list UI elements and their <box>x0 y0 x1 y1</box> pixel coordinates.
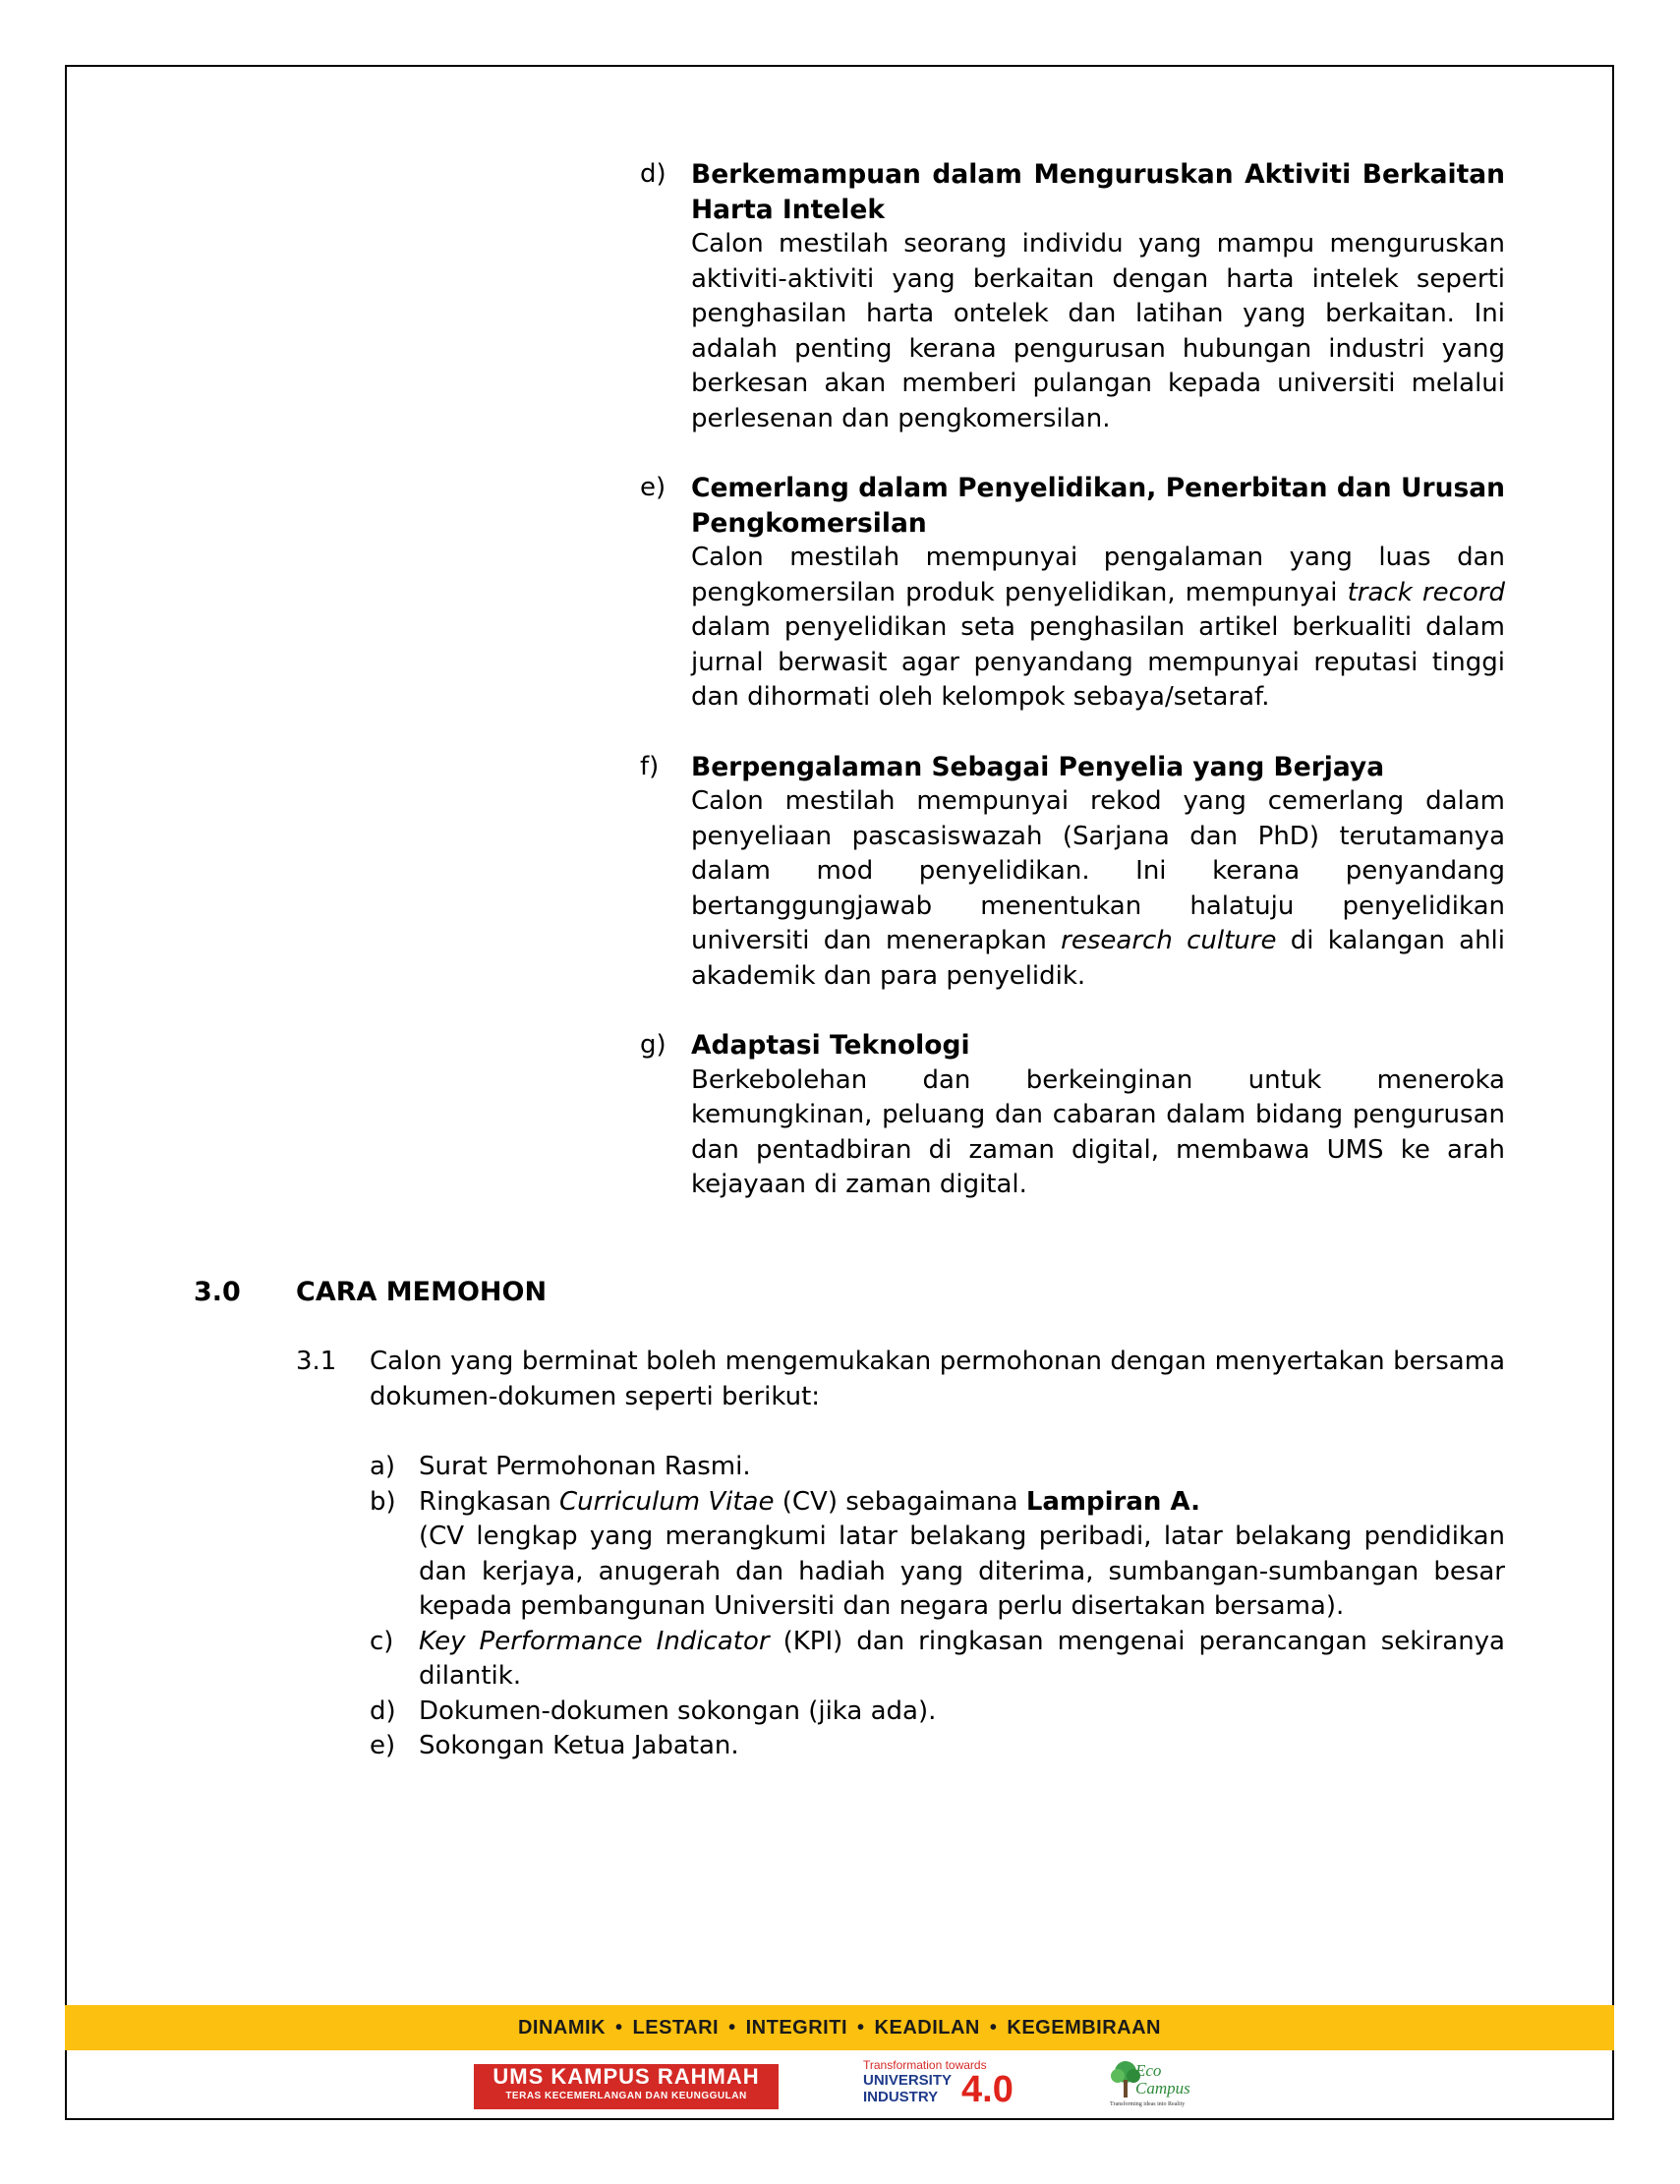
criterion-body <box>691 1063 1505 1203</box>
criterion-title: Adaptasi Teknologi <box>691 1030 970 1061</box>
footer-separator: • <box>857 2016 865 2039</box>
criterion-text-run: Calon mestilah mempunyai rekod yang cemerlang dalam penyeliaan pascasiswazah (Sarjana dan PhD) terutamanya dalam mod penyelidikan. Ini kerana penyandang bertanggungjawab menentukan halatuju penyelidikan universiti dan menerapkan <box>691 786 1505 955</box>
section-title: CARA MEMOHON <box>296 1277 548 1307</box>
footer-value: INTEGRITI <box>745 2016 848 2039</box>
criterion-body <box>691 227 1505 436</box>
criterion-letter: f) <box>640 751 660 781</box>
u40-version: 4.0 <box>961 2069 1014 2110</box>
u40-line2: UNIVERSITY <box>863 2072 953 2089</box>
section-number: 3.0 <box>194 1277 241 1307</box>
criterion-text-run: di kalangan ahli akademik dan para penyelidik. <box>691 926 1505 991</box>
footer-value: KEADILAN <box>874 2016 980 2039</box>
criterion-title: Cemerlang dalam Penyelidikan, Penerbitan dan Urusan Pengkomersilan <box>691 473 1505 539</box>
ums-logo-title: UMS KAMPUS RAHMAH <box>492 2064 760 2089</box>
document-text-run: (KPI) dan ringkasan mengenai perancangan sekiranya dilantik. <box>419 1626 1505 1691</box>
footer-separator: • <box>728 2016 736 2039</box>
document-text-run: (CV) sebagaimana <box>774 1486 1026 1517</box>
criterion-text-run: dalam penyelidikan seta penghasilan artikel berkualiti dalam jurnal berwasit agar penyandang mempunyai reputasi tinggi dan dihormati oleh kelompok sebaya/setaraf. <box>691 612 1505 712</box>
document-list <box>370 1450 1505 1764</box>
document-item <box>370 1450 1505 1485</box>
document-letter: a) <box>370 1452 396 1481</box>
document-letter: c) <box>370 1626 394 1656</box>
document-text-run: Key Performance Indicator <box>419 1626 770 1656</box>
subsection-number: 3.1 <box>296 1347 337 1376</box>
criteria-list <box>640 157 1505 1237</box>
criterion-letter: e) <box>640 473 666 502</box>
criterion-title: Berkemampuan dalam Menguruskan Aktiviti Berkaitan Harta Intelek <box>691 159 1505 225</box>
eco-campus-logo <box>1106 2058 1214 2113</box>
criterion-item <box>640 750 1505 995</box>
u40-line3: INDUSTRY <box>863 2089 939 2105</box>
document-item <box>370 1695 1505 1730</box>
footer-separator: • <box>989 2016 998 2039</box>
criterion-item <box>640 471 1505 716</box>
criterion-item <box>640 1028 1505 1203</box>
document-text-run: Dokumen-dokumen sokongan (jika ada). <box>419 1695 937 1726</box>
subsection <box>296 1345 1505 1414</box>
eco-campus-tagline: Transforming ideas into Reality <box>1110 2101 1186 2107</box>
criterion-text-run: Calon mestilah seorang individu yang mampu menguruskan aktiviti-aktiviti yang berkaitan dengan harta intelek seperti penghasilan harta ontelek dan latihan yang berkaitan. Ini adalah penting kerana pengurusan hubungan industri yang berkesan akan memberi pulangan kepada universiti melalui perlesenan dan pengkomersilan. <box>691 229 1505 433</box>
footer-value: KEGEMBIRAAN <box>1007 2016 1162 2039</box>
document-text-run: Lampiran A. <box>1025 1486 1200 1517</box>
criterion-text-run: Berkebolehan dan berkeinginan untuk meneroka kemungkinan, peluang dan cabaran dalam bidang pengurusan dan pentadbiran di zaman digital, membawa UMS ke arah kejayaan di zaman digital. <box>691 1064 1505 1199</box>
footer-values-band <box>65 2005 1614 2050</box>
document-text-run: Curriculum Vitae <box>559 1486 775 1517</box>
ums-logo-subtitle: TERAS KECEMERLANGAN DAN KEUNGGULAN <box>505 2091 747 2101</box>
document-text-run: Surat Permohonan Rasmi. <box>419 1452 751 1481</box>
criterion-body <box>691 784 1505 994</box>
eco-campus-word: Eco Campus <box>1135 2061 1190 2098</box>
document-text-run: Sokongan Ketua Jabatan. <box>419 1731 739 1760</box>
ums-kampus-rahmah-logo <box>474 2064 779 2109</box>
document-text-run: (CV lengkap yang merangkumi latar belakang peribadi, latar belakang pendidikan dan kerjaya, anugerah dan hadiah yang diterima, sumbangan-sumbangan besar kepada pembangunan Universiti dan negara perlu disertakan bersama). <box>419 1522 1505 1621</box>
document-item <box>370 1729 1505 1764</box>
criterion-letter: g) <box>640 1030 666 1060</box>
criterion-letter: d) <box>640 159 666 189</box>
criterion-text-run: track record <box>1347 577 1505 607</box>
criterion-item <box>640 157 1505 436</box>
footer-value: LESTARI <box>632 2016 720 2039</box>
footer-separator: • <box>615 2016 623 2039</box>
section-heading <box>194 1275 547 1310</box>
document-item <box>370 1625 1505 1695</box>
criterion-text-run: research culture <box>1061 926 1277 955</box>
document-letter: d) <box>370 1695 396 1726</box>
u40-line1: Transformation towards <box>863 2058 987 2072</box>
document-text-run: Ringkasan <box>419 1486 560 1517</box>
criterion-text-run: Calon mestilah mempunyai pengalaman yang luas dan pengkomersilan produk penyelidikan, mempunyai <box>691 543 1505 607</box>
document-letter: b) <box>370 1486 396 1517</box>
university-industry-4-logo <box>863 2058 1040 2115</box>
subsection-text: Calon yang berminat boleh mengemukakan permohonan dengan menyertakan bersama dokumen-dokumen seperti berikut: <box>370 1347 1505 1411</box>
document-letter: e) <box>370 1731 396 1760</box>
criterion-title: Berpengalaman Sebagai Penyelia yang Berjaya <box>691 751 1385 782</box>
document-item <box>370 1485 1505 1625</box>
footer-value: DINAMIK <box>517 2016 607 2039</box>
criterion-body <box>691 541 1505 716</box>
